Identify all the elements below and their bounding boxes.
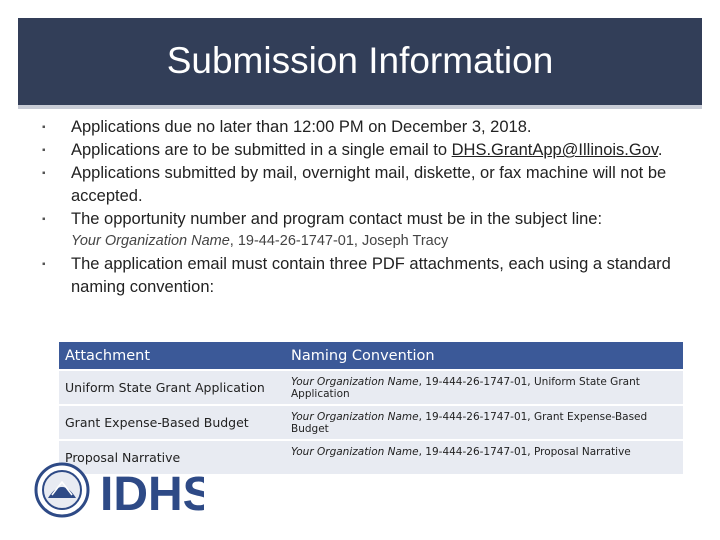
bullet-email: [42, 139, 692, 162]
bullet-text: Applications are to be submitted in a single email to: [71, 141, 452, 159]
bullet-not-accepted: [42, 162, 692, 208]
bullet-square-icon: ▪: [42, 168, 46, 179]
title-bar: [18, 18, 702, 109]
bullet-text: Applications submitted by mail, overnight mail, diskette, or fax machine will not be accepted.: [71, 164, 667, 205]
header-naming-convention: Naming Convention: [285, 342, 683, 369]
bullet-text-end: .: [657, 141, 663, 159]
subject-line-example: [42, 231, 692, 251]
naming-convention-table: [59, 340, 683, 476]
header-attachment: Attachment: [59, 342, 285, 369]
email-link[interactable]: DHS.GrantApp@Illinois.Gov: [451, 141, 658, 159]
convention-cell: [285, 371, 683, 404]
idhs-logo: [34, 462, 204, 518]
org-name-placeholder: Your Organization Name: [291, 411, 419, 423]
bullet-square-icon: ▪: [42, 259, 46, 270]
table-header-row: [59, 342, 683, 369]
slide-title: Submission Information: [166, 40, 554, 81]
bullet-text: Applications due no later than 12:00 PM on December 3, 2018.: [71, 118, 532, 136]
idhs-wordmark: IDHS: [100, 468, 204, 518]
bullet-subject-line: [42, 208, 692, 231]
bullet-attachments: [42, 253, 692, 299]
convention-cell: [285, 406, 683, 439]
convention-rest: , 19-444-26-1747-01, Uniform State Grant Application: [291, 376, 640, 400]
subject-line-rest: , 19-44-26-1747-01, Joseph Tracy: [229, 233, 449, 249]
bullet-deadline: [42, 116, 692, 139]
attachment-cell: Uniform State Grant Application: [59, 371, 285, 404]
convention-rest: , 19-444-26-1747-01, Grant Expense-Based Budget: [291, 411, 648, 435]
org-name-placeholder: Your Organization Name: [291, 446, 419, 458]
attachment-cell: Proposal Narrative: [59, 441, 285, 474]
attachment-cell: Grant Expense-Based Budget: [59, 406, 285, 439]
table-row: [59, 406, 683, 439]
bullet-square-icon: ▪: [42, 214, 46, 225]
bullet-square-icon: ▪: [42, 145, 46, 156]
bullet-text: The opportunity number and program contact must be in the subject line:: [71, 210, 603, 228]
convention-cell: [285, 441, 683, 474]
org-name-placeholder: Your Organization Name: [291, 376, 419, 388]
bullet-list: [42, 116, 692, 299]
org-name-placeholder: Your Organization Name: [71, 233, 230, 249]
bullet-text: The application email must contain three PDF attachments, each using a standard naming convention:: [71, 255, 671, 296]
convention-rest: , 19-444-26-1747-01, Proposal Narrative: [418, 446, 631, 458]
bullet-square-icon: ▪: [42, 122, 46, 133]
idhs-logo-graphic: [34, 462, 204, 518]
table-row: [59, 371, 683, 404]
